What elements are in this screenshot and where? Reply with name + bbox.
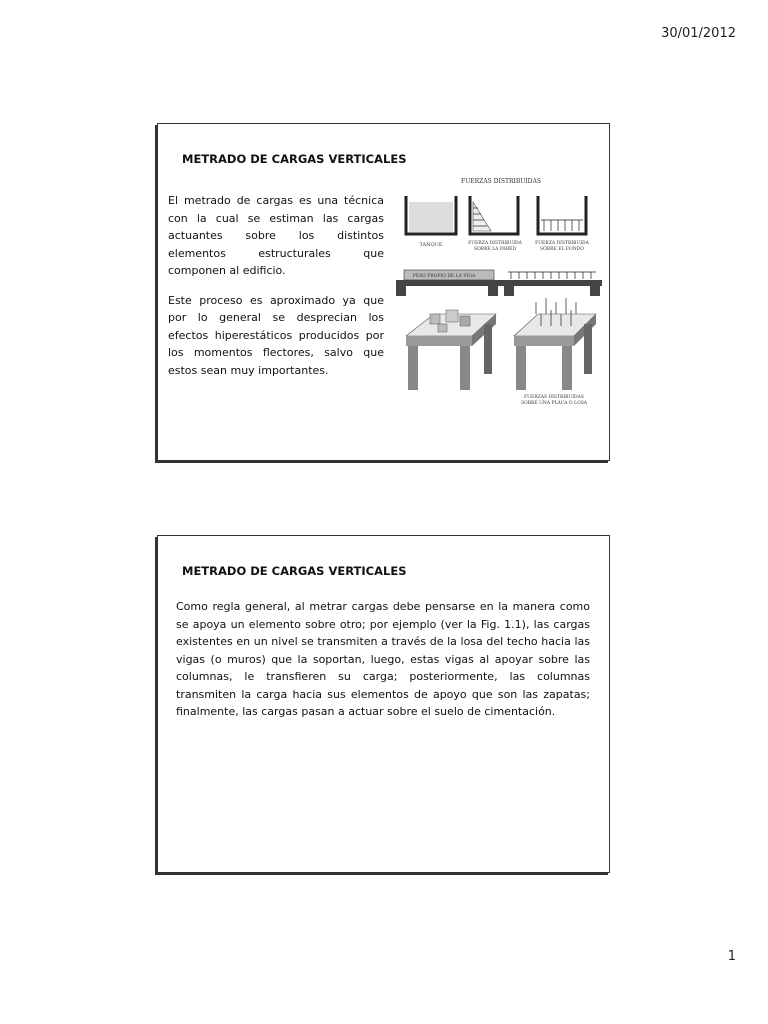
slide-1 (157, 123, 610, 461)
table-slab-load-diagram (514, 298, 596, 390)
figure-title: FUERZAS DISTRIBUIDAS (461, 178, 541, 185)
label-beam: PESO PROPIO DE LA VIGA (412, 274, 476, 279)
slide-title: METRADO DE CARGAS VERTICALES (182, 564, 407, 578)
bottom-pressure-diagram (538, 196, 586, 234)
label-wall-line1: FUERZA DISTRIBUIDA (468, 241, 522, 246)
beam-distributed-load-diagram (502, 272, 602, 296)
paragraph-2: Este proceso es aproximado ya que por lo general se desprecian los efectos hiperestáticos producidos por los momentos flectores, salvo que estos sean muy importantes. (168, 293, 384, 377)
slide-body (168, 192, 384, 391)
tank-diagram (406, 196, 456, 234)
paragraph-1: El metrado de cargas es una técnica con la cual se estiman las cargas actuantes sobre los distintos elementos estructurales que componen al edificio. (168, 194, 384, 277)
label-slab-line1: FUERZAS DISTRIBUIDAS (524, 395, 584, 400)
label-bottom-line1: FUERZA DISTRIBUIDA (535, 241, 589, 246)
table-with-boxes-diagram (406, 310, 496, 390)
distributed-forces-figure (396, 174, 606, 414)
label-tank: TANQUE (419, 242, 443, 248)
label-bottom-line2: SOBRE EL FONDO (540, 247, 584, 252)
slide-body: Como regla general, al metrar cargas debe pensarse en la manera como se apoya un elemento sobre otro; por ejemplo (ver la Fig. 1.1), las cargas existentes en un nivel se transmiten a través de la losa del techo hacia las vigas (o muros) que la soportan, luego, estas vigas al apoyar sobre las columnas, le transfieren su carga; posteriormente, las columnas transmiten la carga hacia sus elementos de apoyo que son las zapatas; finalmente, las cargas pasan a actuar sobre el suelo de cimentación. (176, 600, 590, 718)
label-slab-line2: SOBRE UNA PLACA O LOSA (520, 401, 588, 406)
label-wall-line2: SOBRE LA PARED (474, 247, 516, 252)
wall-pressure-diagram (470, 196, 518, 234)
page-number: 1 (727, 949, 736, 964)
slide-2 (157, 535, 610, 873)
header-date: 30/01/2012 (661, 26, 736, 41)
slide-title: METRADO DE CARGAS VERTICALES (182, 152, 407, 166)
